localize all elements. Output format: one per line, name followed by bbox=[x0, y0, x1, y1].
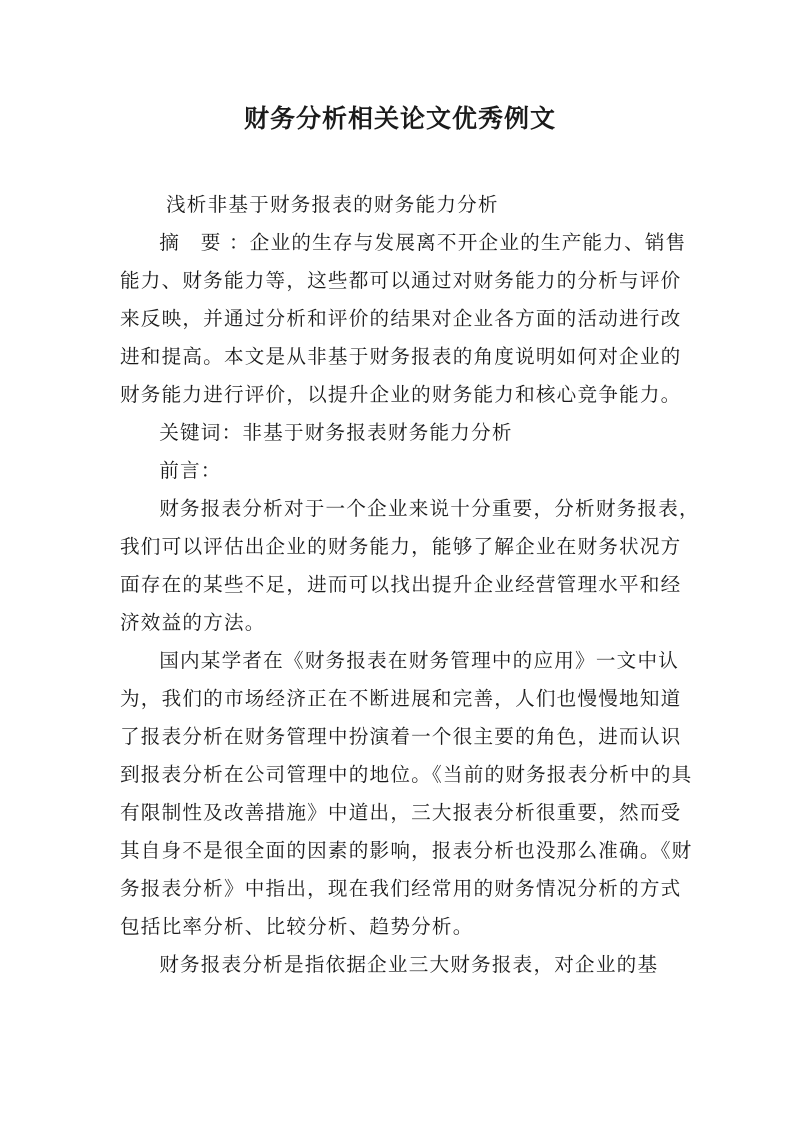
abstract-paragraph: 摘 要 ：企业的生存与发展离不开企业的生产能力、销售能力、财务能力等，这些都可以通过对财务能力的分析与评价来反映，并通过分析和评价的结果对企业各方面的活动进行改进和提高。本文是从非基于财务报表的角度说明如何对企业的财务能力进行评价，以提升企业的财务能力和核心竞争能力。 bbox=[120, 231, 687, 406]
document-body bbox=[120, 186, 700, 984]
body-paragraph: 财务报表分析是指依据企业三大财务报表，对企业的基 bbox=[159, 953, 659, 976]
preface-heading: 前言： bbox=[159, 459, 222, 482]
document-title: 财务分析相关论文优秀例文 bbox=[243, 104, 556, 133]
body-paragraph: 财务报表分析对于一个企业来说十分重要，分析财务报表，我们可以评估出企业的财务能力，能够了解企业在财务状况方面存在的某些不足，进而可以找出提升企业经营管理水平和经济效益的方法。 bbox=[120, 497, 700, 634]
keywords-paragraph: 关键词：非基于财务报表财务能力分析 bbox=[159, 421, 513, 444]
article-subtitle: 浅析非基于财务报表的财务能力分析 bbox=[166, 193, 499, 216]
body-paragraph: 国内某学者在《财务报表在财务管理中的应用》一文中认为，我们的市场经济正在不断进展和完善，人们也慢慢地知道了报表分析在财务管理中扮演着一个很主要的角色，进而认识到报表分析在公司管理中的地位。《当前的财务报表分析中的具有限制性及改善措施》中道出，三大报表分析很重要，然而受其自身不是很全面的因素的影响，报表分析也没那么准确。《财务报表分析》中指出，现在我们经常用的财务情况分析的方式包括比率分析、比较分析、趋势分析。 bbox=[120, 649, 693, 938]
